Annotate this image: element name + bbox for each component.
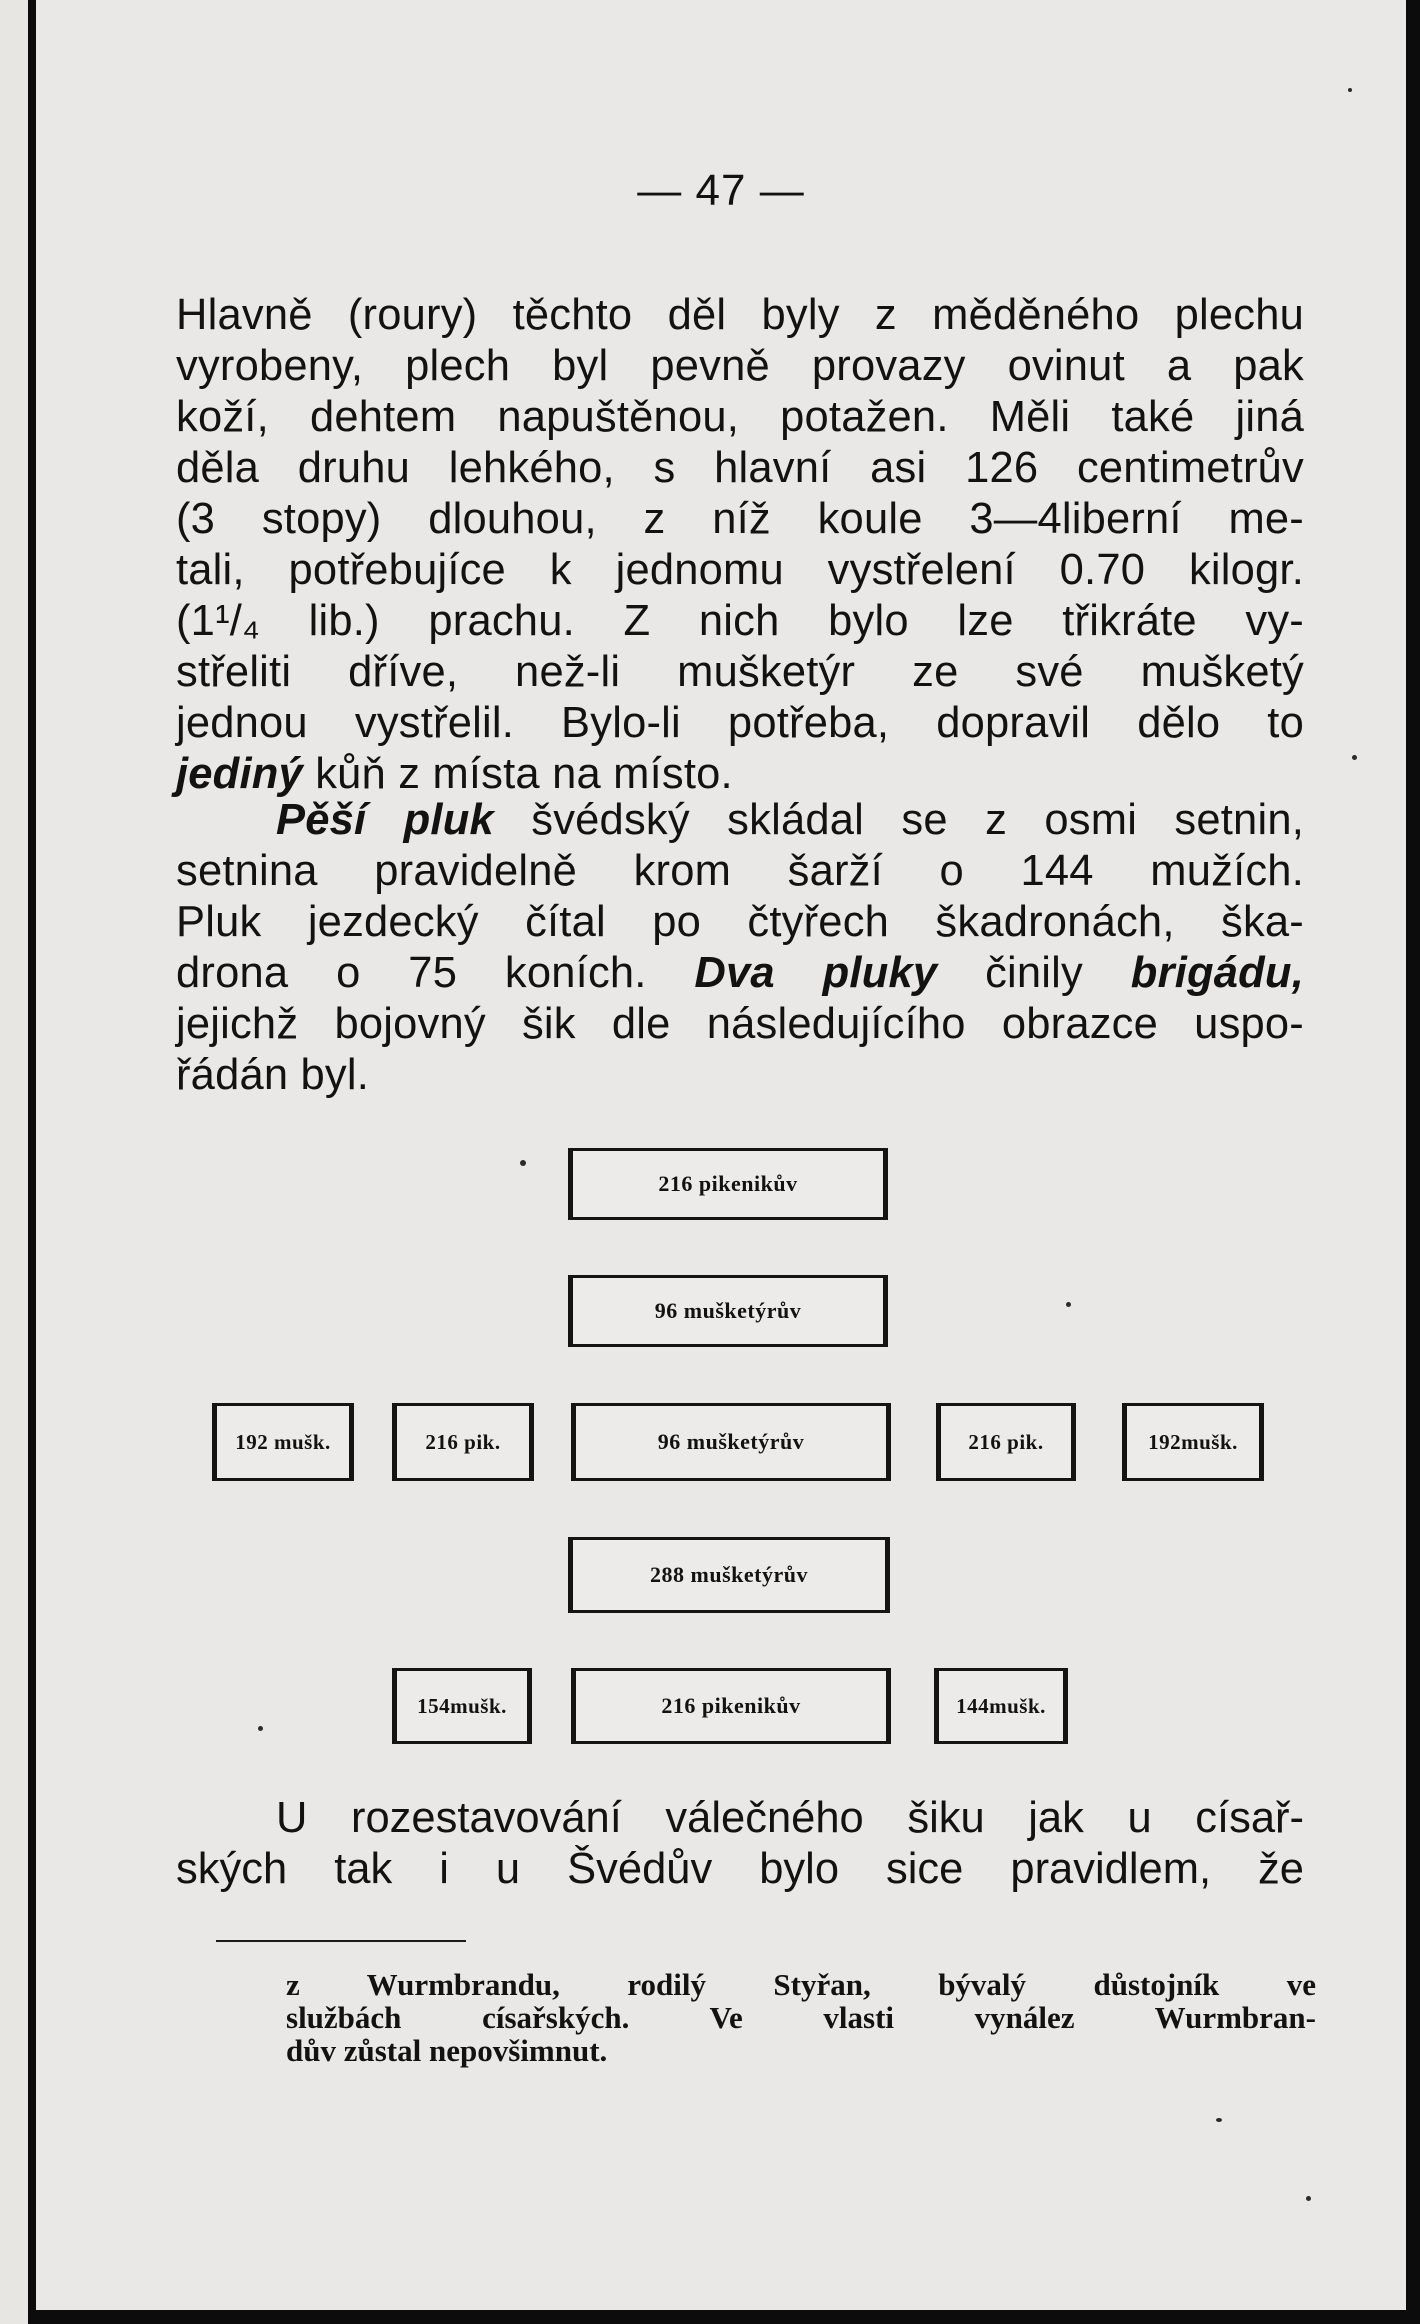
text-line: setnina pravidelně krom šarží o 144 mužích. <box>176 847 1304 895</box>
formation-box-left-pikemen: 216 pik. <box>392 1403 534 1481</box>
text-line: střeliti dříve, než-li mušketýr ze své mušketý <box>176 648 1304 696</box>
formation-box-musketeers-reserve: 288 mušketýrův <box>568 1537 890 1613</box>
scan-speck <box>258 1726 263 1731</box>
text-line: ských tak i u Švédův bylo sice pravidlem, že <box>176 1845 1304 1893</box>
paragraph-3 <box>176 1793 1304 1895</box>
text-line: (1¹/₄ lib.) prachu. Z nich bylo lze třikráte vy- <box>176 597 1304 645</box>
paragraph-2 <box>176 795 1304 1101</box>
text-line: jednou vystřelil. Bylo-li potřeba, dopravil dělo to <box>176 699 1304 747</box>
text-line: Hlavně (roury) těchto děl byly z měděného plechu <box>176 291 1304 339</box>
emphasis: jediný <box>176 750 303 798</box>
text-line: vyrobeny, plech byl pevně provazy ovinut a pak <box>176 342 1304 390</box>
formation-box-rear-pikemen: 216 pikenikův <box>571 1668 891 1744</box>
footnote-rule <box>216 1940 466 1942</box>
text-line <box>176 795 1304 846</box>
text-fragment: švédský skládal se z osmi setnin, <box>493 796 1304 844</box>
scan-speck <box>1216 2118 1222 2122</box>
footnote <box>286 1968 1316 2067</box>
text-line: U rozestavování válečného šiku jak u císař- <box>276 1794 1304 1842</box>
scan-speck <box>1306 2196 1311 2201</box>
footnote-line: z Wurmbrandu, rodilý Styřan, bývalý důstojník ve <box>286 1967 1316 2002</box>
formation-box-center-musketeers: 96 mušketýrův <box>571 1403 891 1481</box>
book-page <box>36 0 1406 2310</box>
text-line: Pluk jezdecký čítal po čtyřech škadronách, ška- <box>176 898 1304 946</box>
text-line: (3 stopy) dlouhou, z níž koule 3—4liberní me- <box>176 495 1304 543</box>
scan-left-margin <box>0 0 28 2324</box>
scan-speck <box>520 1160 526 1166</box>
text-line: koží, dehtem napuštěnou, potažen. Měli také jiná <box>176 393 1304 441</box>
text-line: jejichž bojovný šik dle následujícího obrazce uspo- <box>176 1000 1304 1048</box>
scan-speck <box>1352 755 1357 760</box>
formation-box-right-musketeers: 192mušk. <box>1122 1403 1264 1481</box>
scan-speck <box>1348 88 1352 92</box>
footnote-line: dův zůstal nepovšimnut. <box>286 2033 608 2068</box>
formation-box-pikemen-front: 216 pikenikův <box>568 1148 888 1220</box>
text-line <box>176 948 1304 999</box>
footnote-line: službách císařských. Ve vlasti vynález Wurmbran- <box>286 2000 1316 2035</box>
page-number: — 47 — <box>637 166 805 215</box>
formation-box-rear-right-musketeers: 144mušk. <box>934 1668 1068 1744</box>
formation-box-musketeers-front: 96 mušketýrův <box>568 1275 888 1347</box>
formation-box-left-musketeers: 192 mušk. <box>212 1403 354 1481</box>
emphasis: Pěší pluk <box>276 796 494 844</box>
emphasis: brigádu, <box>1130 949 1304 997</box>
text-line: tali, potřebujíce k jednomu vystřelení 0.70 kilogr. <box>176 546 1304 594</box>
text-line: řádán byl. <box>176 1051 370 1099</box>
text-fragment: drona o 75 koních. <box>176 949 695 997</box>
emphasis: Dva pluky <box>694 949 938 997</box>
text-line <box>176 749 1304 800</box>
formation-box-right-pikemen: 216 pik. <box>936 1403 1076 1481</box>
formation-box-rear-left-musketeers: 154mušk. <box>392 1668 532 1744</box>
text-fragment: činily <box>937 949 1131 997</box>
scan-speck <box>1066 1302 1071 1307</box>
paragraph-1 <box>176 290 1304 800</box>
text-line: děla druhu lehkého, s hlavní asi 126 centimetrův <box>176 444 1304 492</box>
text-fragment: kůň z místa na místo. <box>302 750 733 798</box>
